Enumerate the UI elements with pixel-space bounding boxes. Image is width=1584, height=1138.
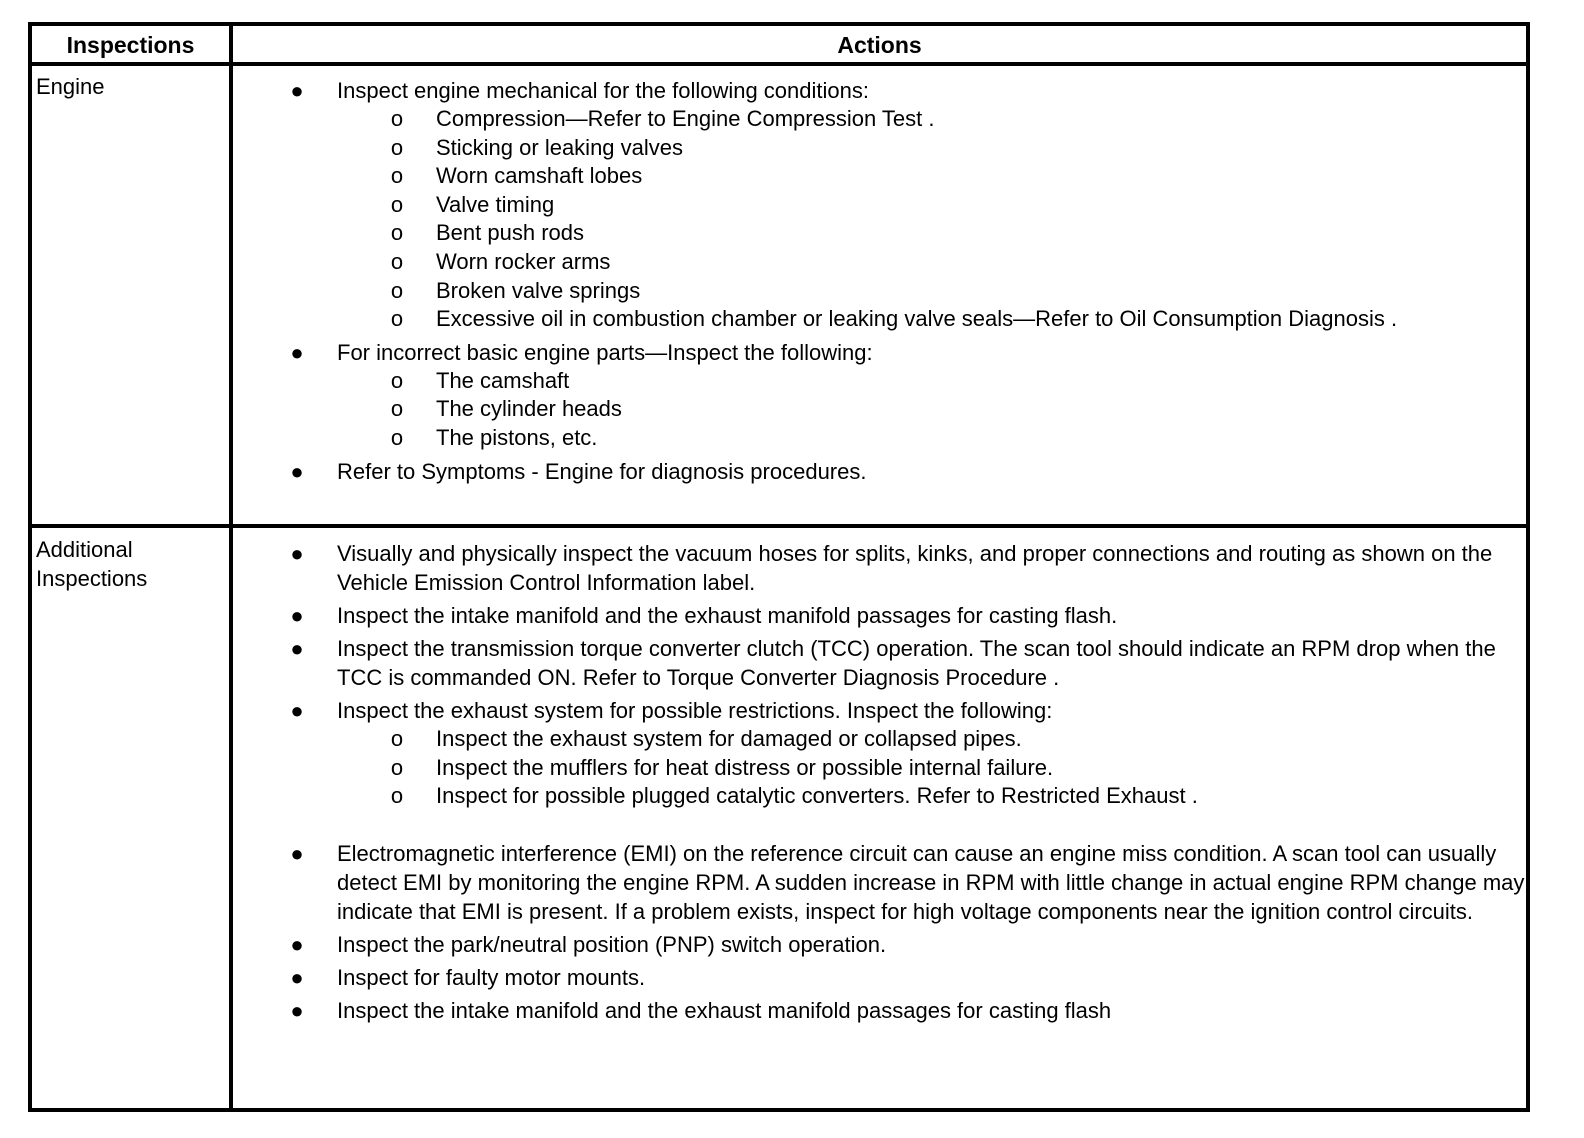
header-actions: Actions (837, 32, 922, 58)
circle-bullet-icon: o (390, 754, 404, 780)
row-label-engine: Engine (36, 74, 105, 99)
list-item (233, 696, 1527, 835)
bullet-icon: ● (290, 997, 304, 1023)
sub-item: o Excessive oil in combustion chamber or leaking valve seals—Refer to Oil Consumption Diagnosis . (337, 305, 1527, 334)
sub-item: o Worn rocker arms (337, 248, 1527, 277)
bullet-icon: ● (290, 339, 304, 365)
bullet-icon: ● (290, 840, 304, 866)
circle-bullet-icon: o (390, 277, 404, 303)
item-text: Electromagnetic interference (EMI) on the reference circuit can cause an engine miss condition. A scan tool can usually detect EMI by monitoring the engine RPM. A sudden increase in RPM with little change in actual engine RPM change may indicate that EMI is present. If a problem exists, inspect for high voltage components near the ignition control circuits. (337, 840, 1525, 924)
circle-bullet-icon: o (390, 396, 404, 422)
header-inspections: Inspections (66, 32, 195, 58)
list-item (233, 601, 1527, 630)
item-text: Inspect the transmission torque converter clutch (TCC) operation. The scan tool should indicate an RPM drop when the TCC is commanded ON. Refer to Torque Converter Diagnosis Procedure . (337, 636, 1496, 690)
circle-bullet-icon: o (390, 220, 404, 246)
list-item (233, 76, 1527, 334)
bullet-icon: ● (290, 603, 304, 628)
sub-item: o Worn camshaft lobes (337, 162, 1527, 191)
item-text: Inspect the intake manifold and the exhaust manifold passages for casting flash. (337, 603, 1118, 628)
sub-item: o Valve timing (337, 191, 1527, 220)
additional-actions (233, 539, 1527, 1029)
item-text: Inspect for faulty motor mounts. (337, 964, 646, 990)
sub-item: o The cylinder heads (337, 395, 1527, 424)
sub-item: o The camshaft (337, 367, 1527, 396)
circle-bullet-icon: o (390, 367, 404, 393)
circle-bullet-icon: o (390, 248, 404, 274)
circle-bullet-icon: o (390, 134, 404, 160)
bullet-icon: ● (290, 458, 304, 484)
row-label-additional-inspections: Additional Inspections (36, 537, 148, 591)
circle-bullet-icon: o (390, 726, 404, 751)
bullet-icon: ● (290, 931, 304, 957)
list-item (233, 539, 1527, 597)
circle-bullet-icon: o (390, 783, 404, 809)
circle-bullet-icon: o (390, 191, 404, 217)
circle-bullet-icon: o (390, 424, 404, 450)
sub-item: o Inspect the exhaust system for damaged or collapsed pipes. (337, 725, 1527, 754)
header-divider (28, 62, 1530, 66)
list-item (233, 839, 1527, 926)
sub-item: o The pistons, etc. (337, 424, 1527, 453)
list-item (233, 930, 1527, 959)
sub-item: o Inspect for possible plugged catalytic converters. Refer to Restricted Exhaust . (337, 782, 1527, 811)
sub-item: o Sticking or leaking valves (337, 134, 1527, 163)
row-divider (28, 524, 1530, 528)
sub-item: o Inspect the mufflers for heat distress or possible internal failure. (337, 754, 1527, 783)
circle-bullet-icon: o (390, 306, 404, 332)
sub-item: o Compression—Refer to Engine Compression Test . (337, 105, 1527, 134)
bullet-icon: ● (290, 698, 304, 723)
item-text: Inspect engine mechanical for the following conditions: (337, 78, 869, 103)
bullet-icon: ● (290, 78, 304, 103)
list-item (233, 963, 1527, 992)
list-item (233, 338, 1527, 453)
circle-bullet-icon: o (390, 106, 404, 131)
circle-bullet-icon: o (390, 163, 404, 189)
bullet-icon: ● (290, 636, 304, 661)
list-item (233, 996, 1527, 1025)
bullet-icon: ● (290, 541, 304, 566)
item-text: Inspect the exhaust system for possible restrictions. Inspect the following: (337, 698, 1053, 723)
list-item (233, 634, 1527, 692)
engine-actions (233, 76, 1527, 490)
item-text: Inspect the intake manifold and the exhaust manifold passages for casting flash (337, 997, 1112, 1023)
item-text: Visually and physically inspect the vacuum hoses for splits, kinks, and proper connections and routing as shown on the Vehicle Emission Control Information label. (337, 541, 1493, 595)
sub-item: o Broken valve springs (337, 277, 1527, 306)
bullet-icon: ● (290, 964, 304, 990)
list-item (233, 457, 1527, 486)
item-text: Refer to Symptoms - Engine for diagnosis procedures. (337, 458, 867, 484)
item-text: Inspect the park/neutral position (PNP) switch operation. (337, 931, 887, 957)
item-text: For incorrect basic engine parts—Inspect the following: (337, 339, 873, 365)
sub-item: o Bent push rods (337, 219, 1527, 248)
